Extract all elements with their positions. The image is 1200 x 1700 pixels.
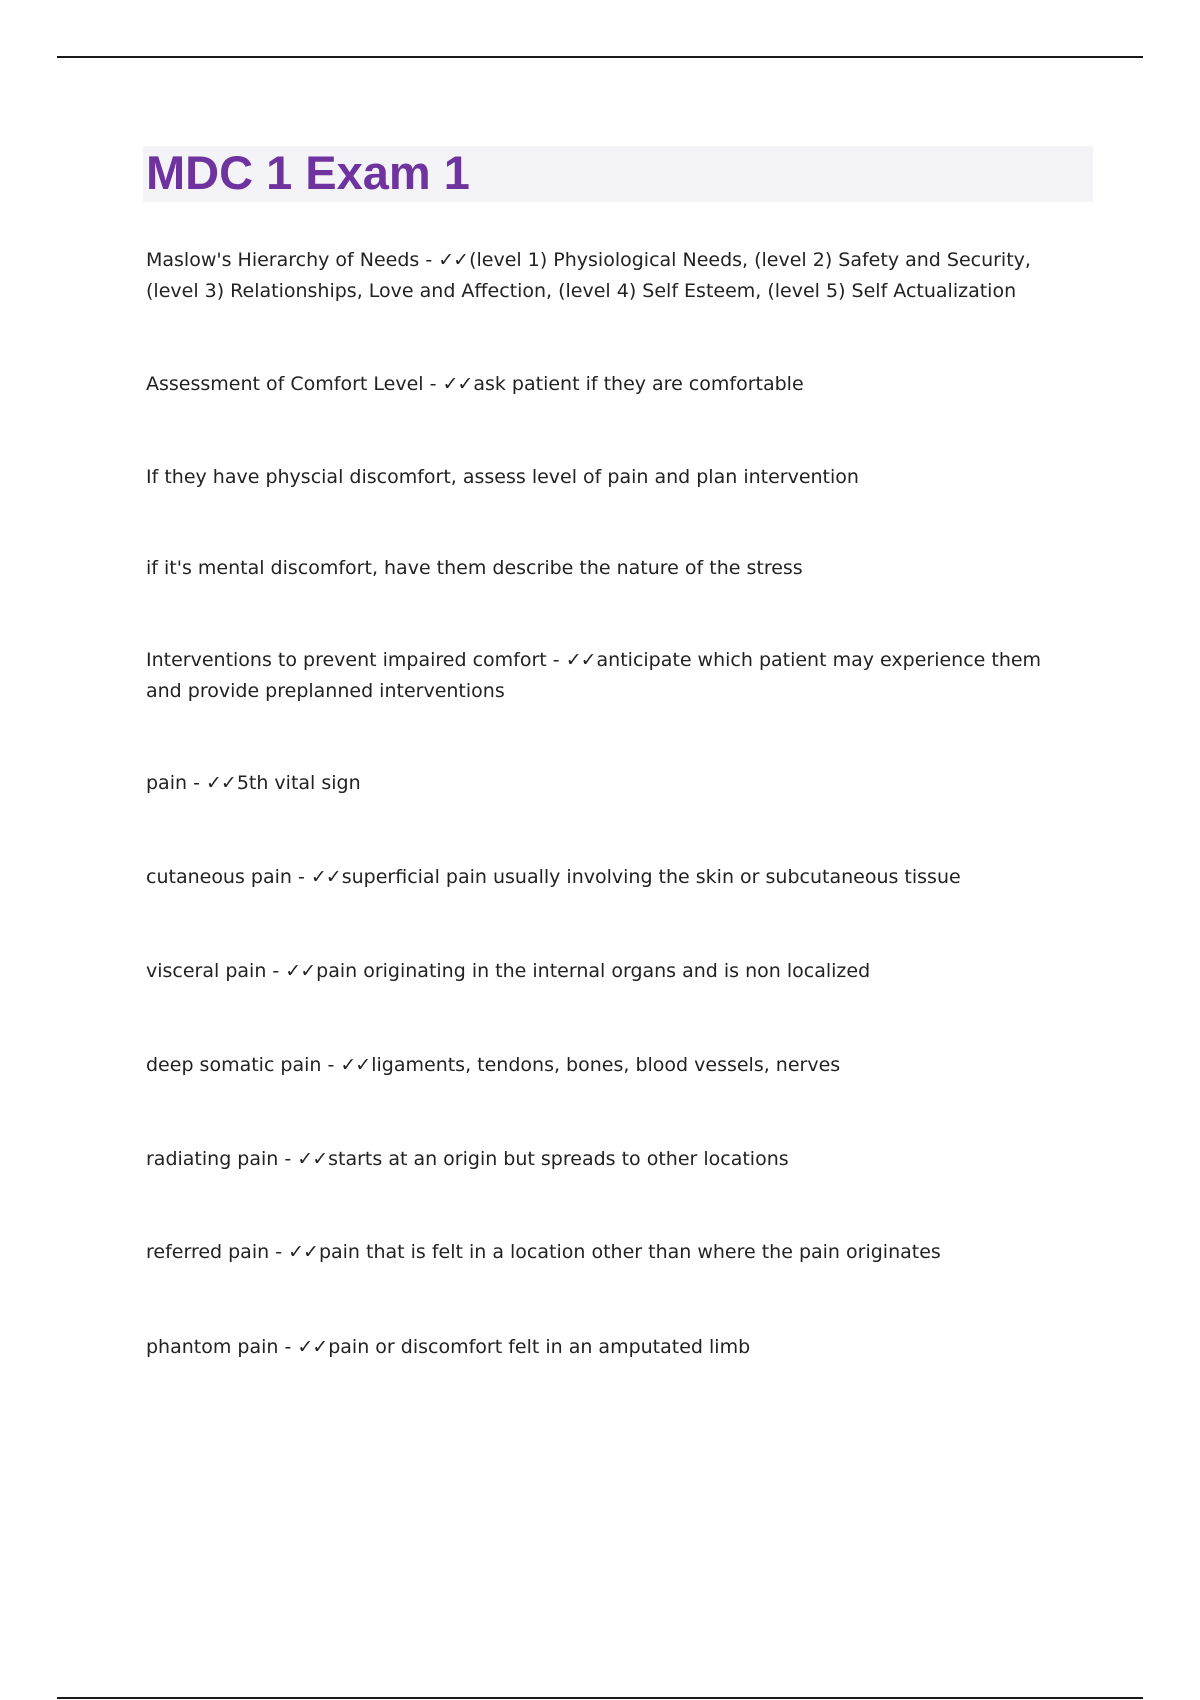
- entry-interventions: [146, 645, 1066, 707]
- entry-comfort-assessment: [146, 369, 1066, 400]
- entry-term: pain -: [146, 772, 206, 794]
- entry-definition: superficial pain usually involving the skin or subcutaneous tissue: [341, 866, 961, 888]
- entry-text: if it's mental discomfort, have them describe the nature of the stress: [146, 557, 803, 579]
- entry-term: radiating pain -: [146, 1148, 297, 1170]
- entry-term: cutaneous pain -: [146, 866, 311, 888]
- entry-definition: ask patient if they are comfortable: [473, 373, 804, 395]
- entry-maslow: [146, 245, 1066, 307]
- entry-term: Maslow's Hierarchy of Needs -: [146, 249, 438, 271]
- entry-definition: anticipate which patient may experience them and provide preplanned interventions: [146, 649, 1042, 702]
- double-check-icon: ✓✓: [442, 373, 473, 395]
- entry-term: referred pain -: [146, 1241, 288, 1263]
- entry-term: deep somatic pain -: [146, 1054, 340, 1076]
- double-check-icon: ✓✓: [297, 1148, 328, 1170]
- double-check-icon: ✓✓: [205, 772, 236, 794]
- entry-term: visceral pain -: [146, 960, 285, 982]
- document-title: MDC 1 Exam 1: [146, 146, 470, 199]
- entry-definition: pain or discomfort felt in an amputated limb: [328, 1336, 751, 1358]
- entry-mental-discomfort: [146, 553, 1066, 584]
- bottom-rule: [57, 1697, 1143, 1699]
- entry-definition: pain originating in the internal organs and is non localized: [316, 960, 871, 982]
- double-check-icon: ✓✓: [438, 249, 469, 271]
- double-check-icon: ✓✓: [310, 866, 341, 888]
- entry-phantom-pain: [146, 1332, 1066, 1363]
- entry-definition: starts at an origin but spreads to other locations: [328, 1148, 789, 1170]
- entry-physical-discomfort: [146, 462, 1066, 493]
- entry-term: Interventions to prevent impaired comfort -: [146, 649, 566, 671]
- entry-definition: pain that is felt in a location other than where the pain originates: [318, 1241, 941, 1263]
- entry-pain: [146, 768, 1066, 799]
- entry-visceral-pain: [146, 956, 1066, 987]
- entry-radiating-pain: [146, 1144, 1066, 1175]
- entry-definition: 5th vital sign: [236, 772, 361, 794]
- top-rule: [57, 56, 1143, 58]
- entry-term: Assessment of Comfort Level -: [146, 373, 442, 395]
- double-check-icon: ✓✓: [288, 1241, 318, 1263]
- entry-definition: ligaments, tendons, bones, blood vessels, nerves: [371, 1054, 841, 1076]
- entry-definition: (level 1) Physiological Needs, (level 2) Safety and Security, (level 3) Relationships, Love and Affection, (level 4) Self Esteem, (level 5) Self Actualization: [146, 249, 1031, 302]
- double-check-icon: ✓✓: [297, 1336, 328, 1358]
- entry-term: phantom pain -: [146, 1336, 297, 1358]
- double-check-icon: ✓✓: [340, 1054, 371, 1076]
- entry-referred-pain: [146, 1237, 1066, 1268]
- entry-text: If they have physcial discomfort, assess level of pain and plan intervention: [146, 466, 859, 488]
- double-check-icon: ✓✓: [565, 649, 596, 671]
- entry-cutaneous-pain: [146, 862, 1066, 893]
- entry-deep-somatic-pain: [146, 1050, 1066, 1081]
- double-check-icon: ✓✓: [285, 960, 316, 982]
